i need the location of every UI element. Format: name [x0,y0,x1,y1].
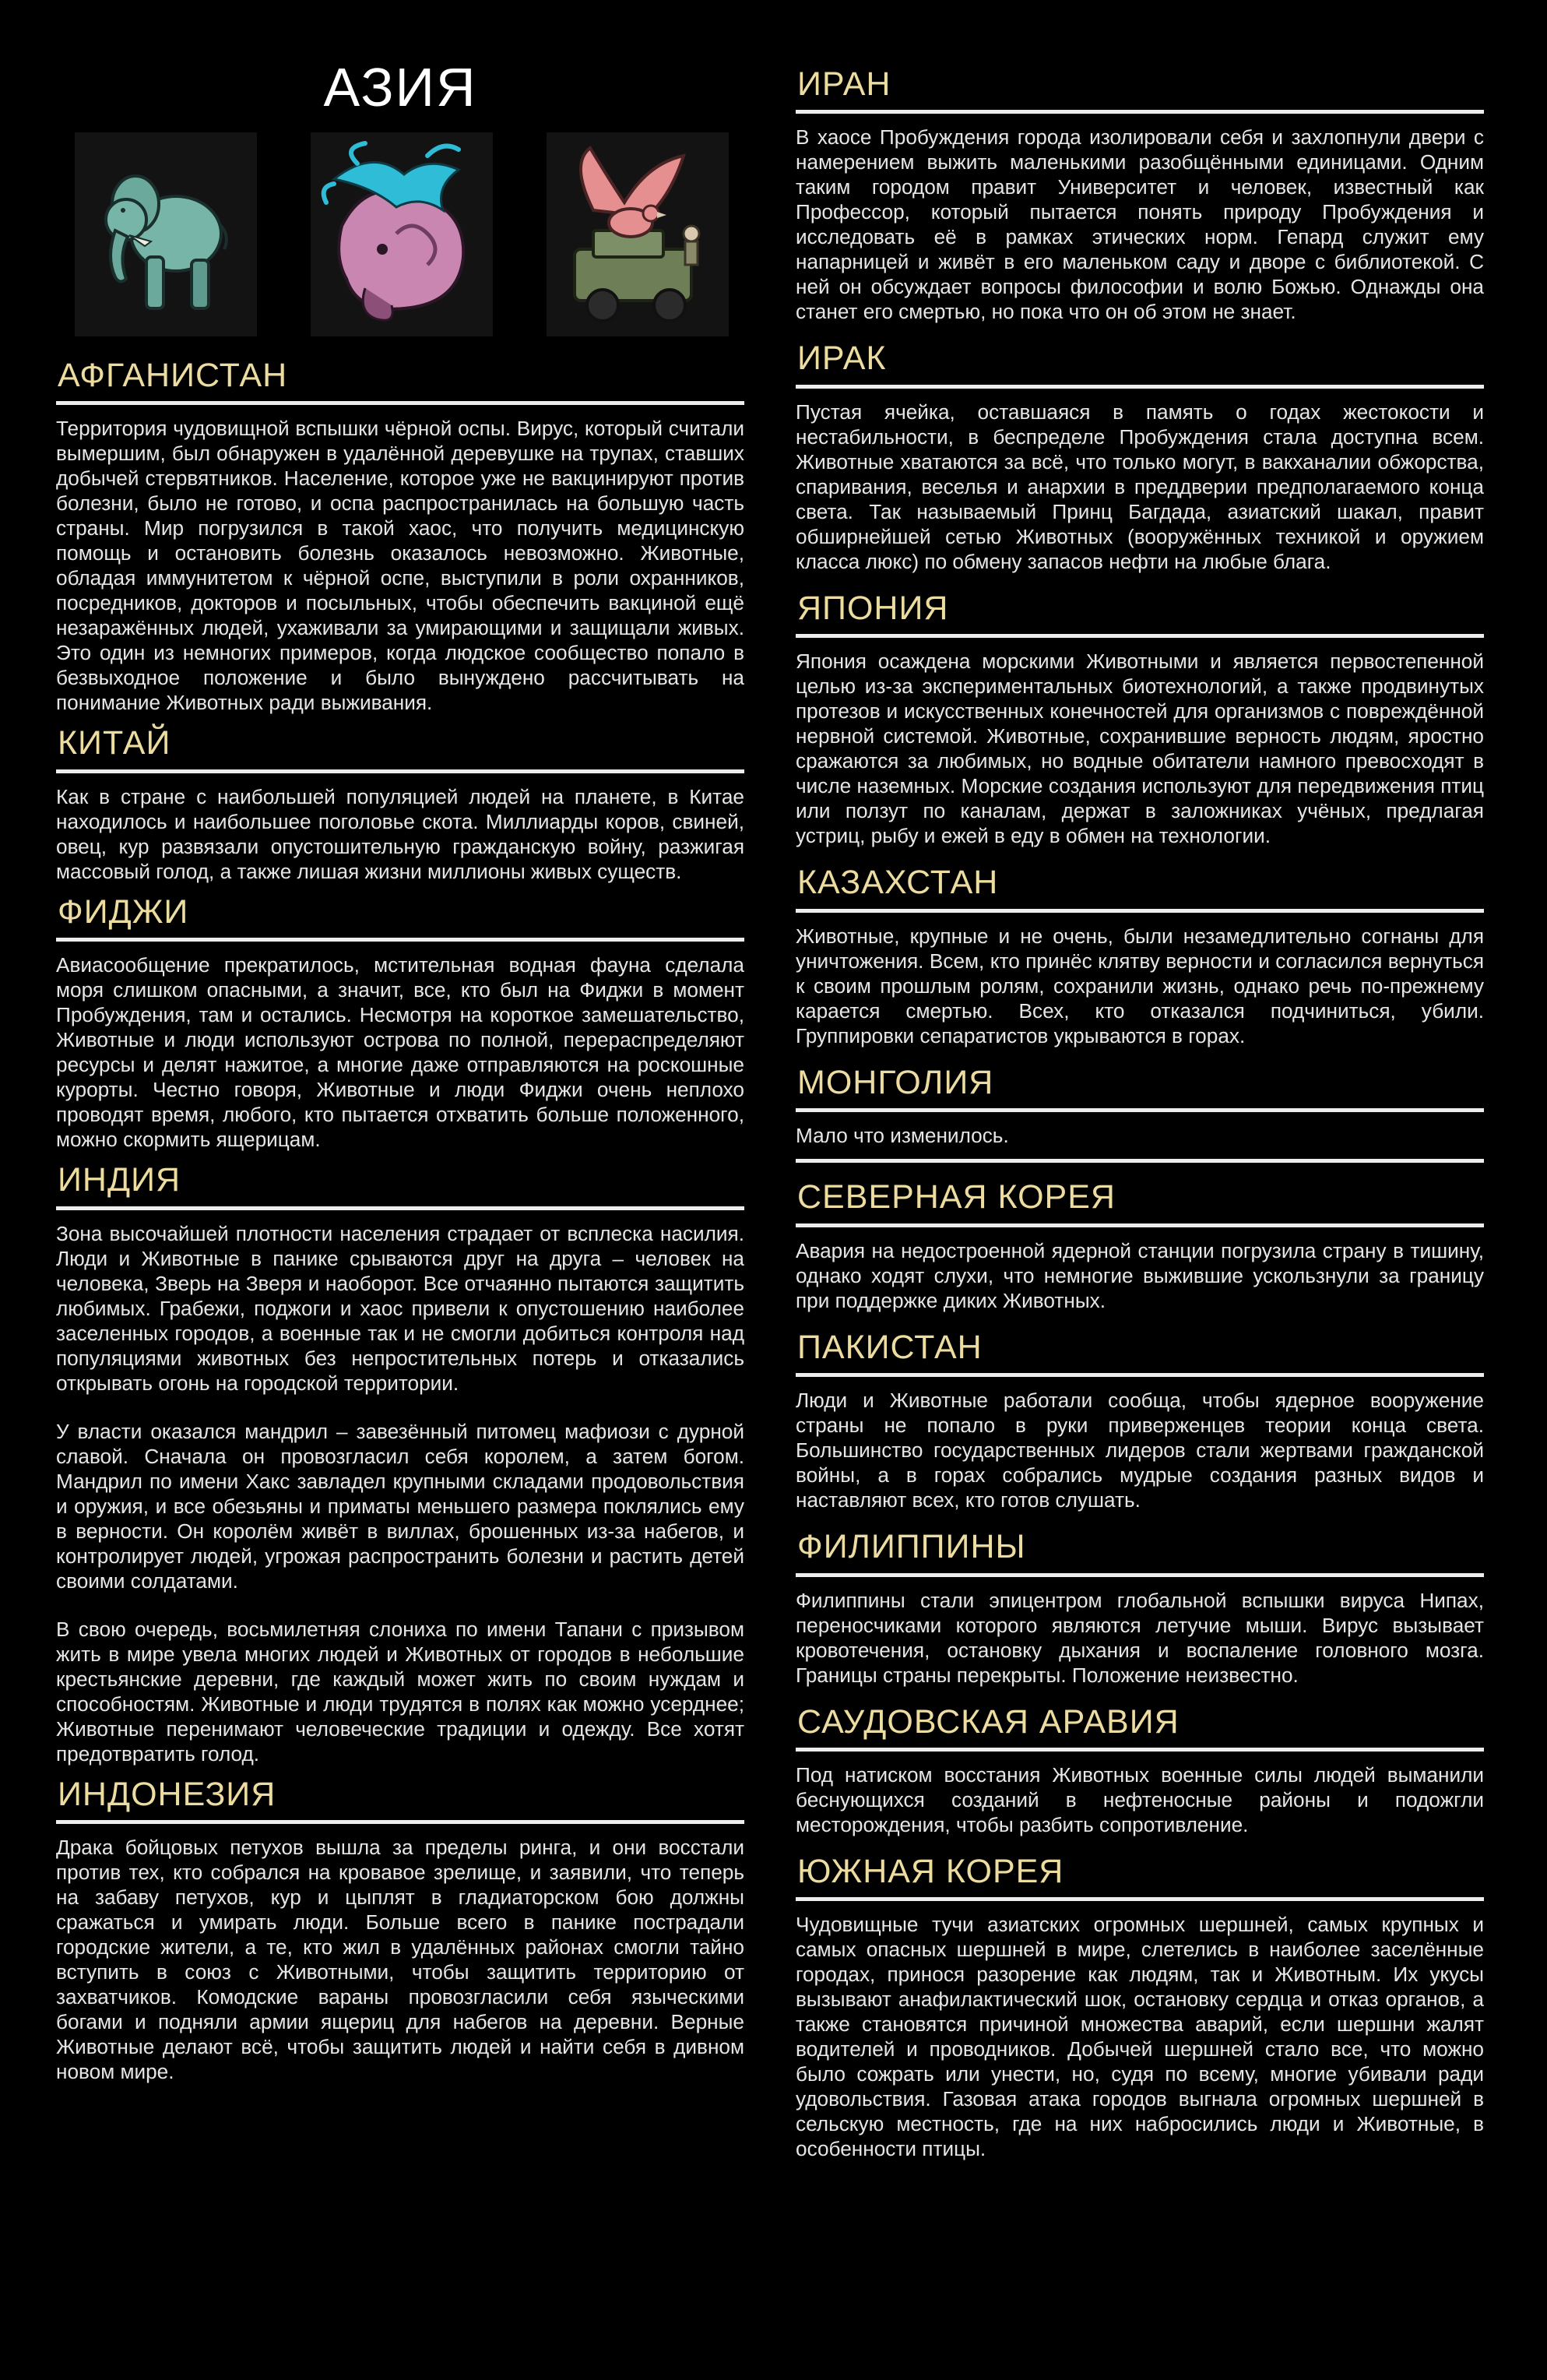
section-divider [796,634,1484,638]
section-text: Как в стране с наибольшей популяцией людей на планете, в Китае находилось и наибольшее поголовье скота. Миллиарды коров, свиней, овец, кур развязали опустошительную гражданскую войну, разжигая массовый голод, а также лишая жизни миллионы живых существ. [56,784,744,883]
section-divider [796,110,1484,114]
section-title: САУДОВСКАЯ АРАВИЯ [797,1702,1180,1741]
section-title: ИРАК [797,340,887,378]
section-text: Япония осаждена морскими Животными и является первостепенной целью из-за экспериментальных биотехнологий, а также продвинутых протезов и искусственных конечностей для организмов с повреждённой нервной системой. Животные, сохранившие верность людям, яростно сражаются за любимых, но водные обитатели намного превосходят в числе наземных. Морские создания используют для передвижения птиц или ползут по каналам, держат в заложниках учёных, предлагая устриц, рыбу и ежей в еду в обмен на технологии. [796,650,1484,848]
section-divider [56,1820,744,1824]
section-divider [796,1748,1484,1752]
section-mongolia [796,1064,1484,1163]
section-text: Под натиском восстания Животных военные силы людей выманили беснующихся созданий в нефтеносные районы и подожгли месторождения, чтобы разбить сопротивление. [796,1762,1484,1836]
section-text: В свою очередь, восьмилетняя слониха по имени Тапани с призывом жить в мире увела многих людей и Животных от городов в небольшие крестьянские деревни, где каждый может жить по своим нуждам и способностям. Животные и люди трудятся в полях как можно усерднее; Животные перенимают человеческие традиции и одежду. Все хотят предотвратить голод. [56,1617,744,1766]
section-title: ЮЖНАЯ КОРЕЯ [797,1852,1064,1890]
section-divider [56,1206,744,1210]
section-south-korea [796,1853,1484,2161]
section-text: Люди и Животные работали сообща, чтобы ядерное вооружение страны не попало в руки приверженцев теории конца света. Большинство государственных лидеров стали жертвами гражданской войны, а в горах собрались мудрые создания разных видов и наставляют всех, кто готов слушать. [796,1389,1484,1512]
section-fiji [56,893,744,1152]
swirl-creature-illustration [311,132,493,336]
section-title: ЯПОНИЯ [797,589,949,627]
section-divider [796,1573,1484,1577]
section-text: Филиппины стали эпицентром глобальной вспышки вируса Нипах, переносчиками которого являются летучие мыши. Вирус вызывает кровотечения, остановку дыхания и воспаление головного мозга. Границы страны перекрыты. Положение неизвестно. [796,1588,1484,1687]
section-pakistan [796,1329,1484,1512]
section-title: МОНГОЛИЯ [797,1063,994,1101]
section-divider [796,1897,1484,1901]
section-text: Зона высочайшей плотности населения страдает от всплеска насилия. Люди и Животные в панике срываются друг на друга – человек на человека, Зверь на Зверя и наоборот. Все отчаянно пытаются защитить любимых. Грабежи, поджоги и хаос привели к опустошению наиболее заселенных городов, а военные так и не смогли добиться контроля над популяциями животных без непростительных потерь и отказались открывать огонь на городской территории. [56,1221,744,1395]
section-title: СЕВЕРНАЯ КОРЕЯ [797,1178,1116,1216]
section-text: Чудовищные тучи азиатских огромных шершней, самых крупных и самых опасных шершней в мире, слетелись в наиболее заселённые городах, принося разорение как людям, так и Животным. Их укусы вызывают анафилактический шок, остановку сердца и отказ органов, а также становятся причиной множества аварий, если шершни жалят водителей и проводников. Добычей шершней стало все, что можно было сожрать или унести, но, судя по всему, многие убивали ради удовольствия. Газовая атака городов выгнала огромных шершней в сельскую местность, где на них набросились люди и Животные, в особенности птицы. [796,1913,1484,2161]
section-japan [796,590,1484,848]
section-text: Пустая ячейка, оставшаяся в память о годах жестокости и нестабильности, в беспределе Пробуждения стала доступна всем. Животные хватаются за всё, что только могут, в вакханалии обжорства, спаривания, веселья и анархии в преддверии предполагаемого конца света. Так называемый Принц Багдада, азиатский шакал, правит обширнейшей сетью Животных (вооружённых техникой и оружием класса люкс) по обмену запасов нефти на любые блага. [796,400,1484,573]
section-divider [796,1108,1484,1112]
section-divider [56,769,744,773]
section-divider [56,938,744,942]
page-title: АЗИЯ [323,57,477,118]
section-india [56,1161,744,1766]
section-divider [796,1159,1484,1163]
section-text: Животные, крупные и не очень, были незамедлительно согнаны для уничтожения. Всем, кто принёс клятву верности и согласился вернуться к своим прошлым ролям, сохранили жизнь, однако речь по-прежнему карается смертью. Всех, кто отказался подчиниться, убили. Группировки сепаратистов укрываются в горах. [796,924,1484,1047]
section-title: ФИЛИППИНЫ [797,1528,1026,1566]
section-title: ИНДОНЕЗИЯ [58,1775,276,1813]
section-saudi-arabia [796,1703,1484,1837]
section-text: В хаосе Пробуждения города изолировали себя и захлопнули двери с намерением выжить маленькими разобщёнными единицами. Одним таким городом правит Университет и человек, известный как Профессор, который пытается понять природу Пробуждения и исследовать её в рамках этических норм. Гепард служит ему напарницей и живёт в его маленьком саду и дворе с библиотекой. С ней он обсуждает вопросы философии и волю Божью. Однажды она станет его смертью, но пока что он об этом не знает. [796,125,1484,324]
bird-jeep-illustration [547,132,729,336]
section-divider [796,1223,1484,1227]
section-divider [56,401,744,405]
section-text: Авиасообщение прекратилось, мстительная водная фауна сделала моря слишком опасными, а значит, все, кто был на Фиджи в момент Пробуждения, там и остались. Несмотря на короткое замешательство, Животные и люди используют острова по полной, перераспределяют ресурсы и делят нажитое, а многие даже отправляются на роскошные курорты. Честно говоря, Животные и люди Фиджи очень неплохо проводят время, любого, кто пытается отхватить больше положенного, можно скормить ящерицам. [56,953,744,1152]
swirl-creature-icon [311,132,493,336]
section-title: ИНДИЯ [58,1161,181,1199]
left-sections [56,357,744,2084]
section-divider [796,385,1484,389]
elephant-icon [75,132,257,336]
section-iran [796,65,1484,324]
section-title: КАЗАХСТАН [797,864,999,902]
section-text: Территория чудовищной вспышки чёрной оспы. Вирус, который считали вымершим, был обнаружен в удалённой деревушке на трупах, ставших добычей стервятников. Население, которое уже не вакцинируют против болезни, было не готово, и оспа распространилась на большую часть страны. Мир погрузился в такой хаос, что получить медицинскую помощь и остановить болезнь оказалось невозможно. Животные, обладая иммунитетом к чёрной оспе, выступили в роли охранников, посредников, докторов и посыльных, чтобы обеспечить вакциной ещё незаражённых людей, ухаживали за умирающими и защищали живых. Это один из немногих примеров, когда людское сообщество попало в безвыходное положение и было вынуждено рассчитывать на понимание Животных ради выживания. [56,417,744,715]
section-china [56,724,744,883]
section-title: ФИДЖИ [58,892,189,931]
section-kazakhstan [796,864,1484,1047]
section-title: ПАКИСТАН [797,1328,983,1366]
bird-jeep-icon [547,132,729,336]
section-philippines [796,1528,1484,1687]
section-text: Драка бойцовых петухов вышла за пределы ринга, и они восстали против тех, кто собрался на кровавое зрелище, и заявили, что теперь на забаву петухов, кур и цыплят в гладиаторском бою должны сражаться и умирать люди. Больше всего в панике пострадали городские жители, а те, кто жил в удалённых районах смогли тайно вступить в союз с Животными, чтобы защитить территорию от захватчиков. Комодские вараны провозгласили себя языческими богами и подняли армии ящериц для набегов на деревни. Верные Животные делают всё, чтобы защитить людей и найти себя в дивном новом мире. [56,1836,744,2084]
section-text: Мало что изменилось. [796,1124,1009,1148]
section-title: КИТАЙ [58,724,171,762]
section-iraq [796,340,1484,573]
section-divider [796,909,1484,913]
section-afghanistan [56,357,744,715]
section-north-korea [796,1178,1484,1312]
right-sections [796,65,1484,2161]
section-indonesia [56,1776,744,2084]
section-title: АФГАНИСТАН [58,357,288,394]
illustration-row [75,132,729,336]
elephant-illustration [75,132,257,336]
section-text: У власти оказался мандрил – завезённый питомец мафиози с дурной славой. Сначала он провозгласил себя королем, а затем богом. Мандрил по имени Хакс завладел крупными складами продовольствия и оружия, и все обезьяны и приматы меньшего размера поклялись ему в верности. Он королём живёт в виллах, брошенных из-за набегов, и контролирует людей, угрожая распространить болезни и растить детей своими солдатами. [56,1419,744,1593]
section-divider [796,1373,1484,1377]
section-text: Авария на недостроенной ядерной станции погрузила страну в тишину, однако ходят слухи, что немногие выжившие ускользнули за границу при поддержке диких Животных. [796,1238,1484,1312]
section-title: ИРАН [797,65,891,103]
